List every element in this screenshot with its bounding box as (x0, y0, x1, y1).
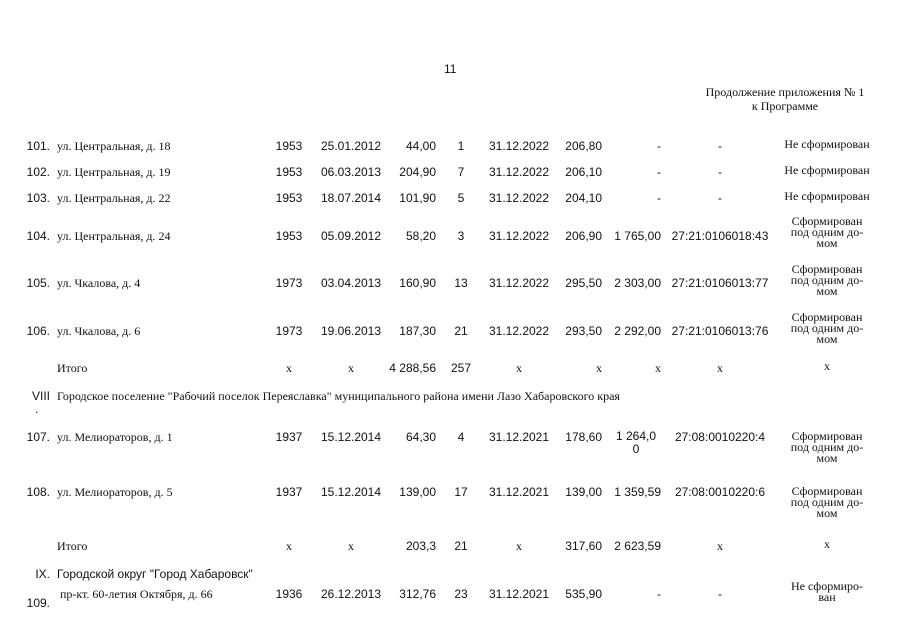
recognition-date: 25.01.2012 (320, 139, 382, 153)
land-status-line: Сформирован (791, 262, 863, 276)
page-number: 11 (444, 62, 457, 76)
address: пр-кт. 60-летия Октября, д. 66 (60, 587, 213, 601)
cadastral-number: 27:08:0010220:4 (674, 430, 766, 444)
row-number: 103. (26, 191, 50, 205)
address: ул. Чкалова, д. 4 (57, 276, 141, 290)
land-status-line: под одним до- (790, 440, 864, 454)
recognition-date: 15.12.2014 (320, 430, 382, 444)
land-status (783, 312, 871, 345)
sum-2 (606, 430, 666, 456)
cadastral-number: - (718, 191, 722, 205)
year: 1973 (275, 324, 303, 338)
year: 1973 (275, 276, 303, 290)
land-status-line: мом (816, 284, 838, 298)
land-status-line: под одним до- (790, 495, 864, 509)
land-status (783, 216, 871, 249)
row-number: 106. (26, 324, 50, 338)
sum-1: 204,10 (565, 191, 602, 205)
residents-count: 1 (457, 139, 465, 153)
address: ул. Центральная, д. 18 (57, 139, 171, 153)
cadastral-number: 27:21:0106018:43 (671, 229, 769, 243)
continuation-note (690, 85, 880, 113)
address: ул. Чкалова, д. 6 (57, 324, 141, 338)
sum-1: 295,50 (565, 276, 602, 290)
area: 312,76 (399, 587, 436, 601)
sum-1: 139,00 (565, 485, 602, 499)
cadastral-number: х (717, 361, 723, 375)
continuation-line-1: Продолжение приложения № 1 (705, 85, 865, 99)
recognition-date: 03.04.2013 (320, 276, 382, 290)
land-status (783, 581, 871, 603)
land-status-line: Сформирован (791, 214, 863, 228)
recognition-date: х (348, 361, 354, 375)
sum-2-line: 0 (632, 442, 640, 456)
residents-count: 3 (457, 229, 465, 243)
sum-1: х (596, 361, 602, 375)
area: 4 288,56 (389, 361, 436, 375)
area: 58,20 (405, 229, 436, 243)
sum-1: 293,50 (565, 324, 602, 338)
sum-2: 2 292,00 (614, 324, 661, 338)
year: х (286, 539, 292, 553)
address: ул. Мелиораторов, д. 5 (57, 485, 173, 499)
land-status-line: мом (816, 236, 838, 250)
land-status-line: мом (816, 506, 838, 520)
land-status-line: под одним до- (790, 225, 864, 239)
row-number: 101. (26, 139, 50, 153)
residents-count: 23 (454, 587, 468, 601)
residents-count: 4 (457, 430, 465, 444)
planned-date: 31.12.2022 (488, 324, 550, 338)
sum-2: - (657, 587, 661, 601)
recognition-date: 06.03.2013 (320, 165, 382, 179)
sum-2: 1 359,59 (614, 485, 661, 499)
year: 1953 (275, 165, 303, 179)
recognition-date: 26.12.2013 (320, 587, 382, 601)
section-number: VIII (31, 389, 50, 403)
sum-1: 317,60 (565, 539, 602, 553)
row-number: 107. (26, 430, 50, 444)
land-status-line: Не сформиро- (790, 579, 864, 593)
sum-2: 2 623,59 (614, 539, 661, 553)
address: ул. Мелиораторов, д. 1 (57, 430, 173, 444)
area: 160,90 (399, 276, 436, 290)
area: 204,90 (399, 165, 436, 179)
land-status-line: ван (818, 590, 836, 604)
address: ул. Центральная, д. 22 (57, 191, 171, 205)
recognition-date: 19.06.2013 (320, 324, 382, 338)
planned-date: 31.12.2022 (488, 165, 550, 179)
cadastral-number: - (718, 165, 722, 179)
planned-date: х (516, 361, 522, 375)
cadastral-number: - (718, 587, 722, 601)
year: 1953 (275, 191, 303, 205)
sum-2: 2 303,00 (614, 276, 661, 290)
section-title: Городской округ "Город Хабаровск" (57, 567, 253, 581)
recognition-date: 15.12.2014 (320, 485, 382, 499)
total-label: Итого (57, 361, 88, 375)
planned-date: х (516, 539, 522, 553)
land-status-line: Сформирован (791, 310, 863, 324)
year: 1936 (275, 587, 303, 601)
residents-count: 257 (450, 361, 472, 375)
land-status: х (824, 359, 830, 373)
land-status-line: под одним до- (790, 321, 864, 335)
planned-date: 31.12.2022 (488, 139, 550, 153)
land-status-line: мом (816, 451, 838, 465)
cadastral-number: 27:21:0106013:76 (671, 324, 769, 338)
area: 139,00 (399, 485, 436, 499)
recognition-date: х (348, 539, 354, 553)
land-status-line: Сформирован (791, 429, 863, 443)
section-number: IX. (35, 567, 50, 581)
year: 1953 (275, 139, 303, 153)
area: 203,3 (405, 539, 436, 553)
address: ул. Центральная, д. 19 (57, 165, 171, 179)
planned-date: 31.12.2022 (488, 191, 550, 205)
land-status: Не сформирован (784, 137, 870, 151)
recognition-date: 05.09.2012 (320, 229, 382, 243)
area: 101,90 (399, 191, 436, 205)
planned-date: 31.12.2021 (488, 587, 550, 601)
sum-2: - (657, 139, 661, 153)
continuation-line-2: к Программе (751, 99, 819, 113)
sum-1: 206,90 (565, 229, 602, 243)
land-status-line: Сформирован (791, 484, 863, 498)
land-status (783, 431, 871, 464)
area: 44,00 (405, 139, 436, 153)
land-status: Не сформирован (784, 163, 870, 177)
section-title: Городское поселение "Рабочий поселок Переяславка" муниципального района имени Лазо Хабаровского края (57, 389, 620, 403)
planned-date: 31.12.2022 (488, 229, 550, 243)
land-status: Не сформирован (784, 189, 870, 203)
sum-1: 535,90 (565, 587, 602, 601)
area: 64,30 (405, 430, 436, 444)
year: х (286, 361, 292, 375)
land-status (783, 486, 871, 519)
residents-count: 13 (454, 276, 468, 290)
cadastral-number: х (717, 539, 723, 553)
land-status (783, 264, 871, 297)
sum-1: 178,60 (565, 430, 602, 444)
section-number-dot: . (35, 402, 39, 416)
sum-2-line: 1 264,0 (615, 429, 657, 443)
sum-2: - (657, 191, 661, 205)
land-status-line: под одним до- (790, 273, 864, 287)
address: ул. Центральная, д. 24 (57, 229, 171, 243)
year: 1937 (275, 485, 303, 499)
residents-count: 21 (454, 324, 468, 338)
sum-2: 1 765,00 (614, 229, 661, 243)
planned-date: 31.12.2021 (488, 485, 550, 499)
residents-count: 21 (454, 539, 468, 553)
sum-1: 206,10 (565, 165, 602, 179)
row-number: 104. (26, 229, 50, 243)
planned-date: 31.12.2022 (488, 276, 550, 290)
sum-2: - (657, 165, 661, 179)
land-status: х (824, 537, 830, 551)
row-number: 102. (26, 165, 50, 179)
cadastral-number: - (718, 139, 722, 153)
sum-1: 206,80 (565, 139, 602, 153)
recognition-date: 18.07.2014 (320, 191, 382, 205)
residents-count: 7 (457, 165, 465, 179)
year: 1953 (275, 229, 303, 243)
planned-date: 31.12.2021 (488, 430, 550, 444)
sum-2: х (655, 361, 661, 375)
residents-count: 5 (457, 191, 465, 205)
total-label: Итого (57, 539, 88, 553)
residents-count: 17 (454, 485, 468, 499)
row-number: 105. (26, 276, 50, 290)
row-number: 109. (26, 596, 50, 610)
row-number: 108. (26, 485, 50, 499)
land-status-line: мом (816, 332, 838, 346)
cadastral-number: 27:21:0106013:77 (671, 276, 769, 290)
year: 1937 (275, 430, 303, 444)
cadastral-number: 27:08:0010220:6 (674, 485, 766, 499)
area: 187,30 (399, 324, 436, 338)
